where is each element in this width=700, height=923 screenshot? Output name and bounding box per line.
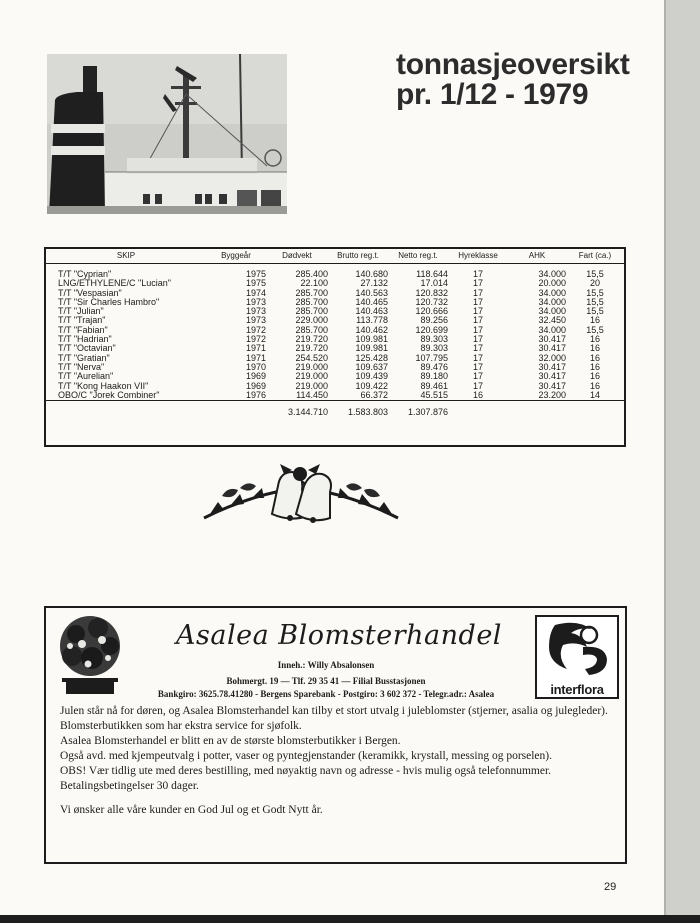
gross-reg-cell: 66.372 bbox=[360, 389, 388, 400]
speed-cell: 16 bbox=[589, 371, 600, 382]
header-built: Byggeår bbox=[206, 249, 266, 264]
built-year-cell: 1972 bbox=[245, 334, 266, 345]
total-net-reg: 1.307.876 bbox=[388, 401, 448, 439]
ship-name-cell: T/T "Julian" bbox=[58, 306, 104, 317]
ship-name-cell: LNG/ETHYLENE/C "Lucian" bbox=[58, 278, 171, 289]
speed-cell: 16 bbox=[589, 334, 600, 345]
ahk-cell: 32.000 bbox=[538, 352, 566, 363]
ship-name-cell: T/T "Aurelian" bbox=[58, 371, 114, 382]
net-reg-cell: 89.180 bbox=[420, 371, 448, 382]
built-year-cell: 1975 bbox=[245, 278, 266, 289]
gross-reg-cell: 140.462 bbox=[355, 324, 388, 335]
deadweight-cell: 285.700 bbox=[295, 287, 328, 298]
built-year-cell: 1972 bbox=[245, 324, 266, 335]
shop-name-logotype: Asalea Blomsterhandel bbox=[176, 620, 502, 651]
header-ship: SKIP bbox=[46, 249, 206, 264]
deadweight-cell: 254.520 bbox=[295, 352, 328, 363]
wage-class-cell: 17 bbox=[472, 306, 483, 317]
net-reg-cell: 89.303 bbox=[420, 343, 448, 354]
table-row bbox=[46, 326, 624, 335]
built-year-cell: 1973 bbox=[245, 296, 266, 307]
gross-reg-cell: 140.563 bbox=[355, 287, 388, 298]
speed-cell: 16 bbox=[589, 361, 600, 372]
wage-class-cell: 17 bbox=[472, 361, 483, 372]
table-row bbox=[46, 279, 624, 288]
net-reg-cell: 89.303 bbox=[420, 334, 448, 345]
wage-class-cell: 17 bbox=[472, 278, 483, 289]
gross-reg-cell: 109.422 bbox=[355, 380, 388, 391]
tonnage-table bbox=[44, 247, 626, 447]
ahk-cell: 34.000 bbox=[538, 296, 566, 307]
built-year-cell: 1975 bbox=[245, 269, 266, 279]
ahk-cell: 34.000 bbox=[538, 324, 566, 335]
interflora-mercury-icon bbox=[537, 617, 617, 679]
gross-reg-cell: 27.132 bbox=[360, 278, 388, 289]
built-year-cell: 1969 bbox=[245, 371, 266, 382]
ahk-cell: 23.200 bbox=[538, 389, 566, 400]
net-reg-cell: 89.461 bbox=[420, 380, 448, 391]
deadweight-cell: 285.700 bbox=[295, 324, 328, 335]
ship-name-cell: T/T "Trajan" bbox=[58, 315, 106, 326]
deadweight-cell: 285.400 bbox=[295, 269, 328, 279]
built-year-cell: 1974 bbox=[245, 287, 266, 298]
ahk-cell: 30.417 bbox=[538, 343, 566, 354]
ad-greeting: Vi ønsker alle våre kunder en God Jul og et Godt Nytt år. bbox=[60, 804, 323, 816]
table-header-row bbox=[46, 249, 624, 264]
gross-reg-cell: 109.981 bbox=[355, 334, 388, 345]
gross-reg-cell: 125.428 bbox=[355, 352, 388, 363]
net-reg-cell: 45.515 bbox=[420, 389, 448, 400]
built-year-cell: 1976 bbox=[245, 389, 266, 400]
ahk-cell: 32.450 bbox=[538, 315, 566, 326]
wage-class-cell: 17 bbox=[472, 371, 483, 382]
ahk-cell: 34.000 bbox=[538, 287, 566, 298]
wage-class-cell: 16 bbox=[472, 389, 483, 400]
deadweight-cell: 219.000 bbox=[295, 371, 328, 382]
interflora-label: interflora bbox=[550, 682, 604, 697]
net-reg-cell: 89.476 bbox=[420, 361, 448, 372]
speed-cell: 15,5 bbox=[586, 324, 604, 335]
net-reg-cell: 107.795 bbox=[415, 352, 448, 363]
ahk-cell: 30.417 bbox=[538, 361, 566, 372]
ship-name-cell: T/T "Hadrian" bbox=[58, 334, 112, 345]
speed-cell: 20 bbox=[589, 278, 600, 289]
ahk-cell: 30.417 bbox=[538, 371, 566, 382]
ahk-cell: 20.000 bbox=[538, 278, 566, 289]
owner-line: Inneh.: Willy Absalonsen bbox=[277, 660, 375, 670]
table-row bbox=[46, 307, 624, 316]
gross-reg-cell: 113.778 bbox=[356, 315, 388, 326]
speed-cell: 15,5 bbox=[586, 287, 604, 298]
header-speed: Fart (ca.) bbox=[566, 249, 624, 264]
deadweight-cell: 219.000 bbox=[295, 361, 328, 372]
built-year-cell: 1973 bbox=[245, 306, 266, 317]
speed-cell: 15,5 bbox=[586, 269, 604, 279]
table-body bbox=[46, 264, 624, 401]
deadweight-cell: 229.000 bbox=[295, 315, 328, 326]
deadweight-cell: 114.450 bbox=[296, 389, 328, 400]
page-title bbox=[396, 50, 630, 110]
speed-cell: 16 bbox=[589, 315, 600, 326]
title-line-2: pr. 1/12 - 1979 bbox=[396, 78, 589, 111]
ship-name-cell: OBO/C "Jorek Combiner" bbox=[58, 389, 160, 400]
ship-name-cell: T/T "Kong Haakon VII" bbox=[58, 380, 149, 391]
wage-class-cell: 17 bbox=[472, 380, 483, 391]
wage-class-cell: 17 bbox=[472, 334, 483, 345]
florist-advertisement bbox=[44, 606, 627, 864]
table-row bbox=[46, 391, 624, 401]
net-reg-cell: 120.732 bbox=[415, 296, 448, 307]
page-number: 29 bbox=[604, 881, 617, 893]
speed-cell: 14 bbox=[589, 389, 600, 400]
wage-class-cell: 17 bbox=[472, 287, 483, 298]
ahk-cell: 34.000 bbox=[538, 269, 566, 279]
ship-name-cell: T/T "Fabian" bbox=[58, 324, 108, 335]
table-row bbox=[46, 335, 624, 344]
deadweight-cell: 285.700 bbox=[295, 296, 328, 307]
ad-body-text bbox=[60, 704, 618, 818]
gross-reg-cell: 140.680 bbox=[355, 269, 388, 279]
gross-reg-cell: 109.637 bbox=[355, 361, 388, 372]
speed-cell: 15,5 bbox=[586, 306, 604, 317]
ship-name-cell: T/T "Vespasian" bbox=[58, 287, 122, 298]
table-row bbox=[46, 264, 624, 280]
page-bottom-edge bbox=[0, 915, 700, 923]
ship-photo bbox=[47, 54, 287, 214]
ad-paragraph: OBS! Vær tidlig ute med deres bestilling, med nøyaktig navn og adresse - hvis mulig også telefonnummer. bbox=[60, 765, 552, 777]
gross-reg-cell: 140.463 bbox=[355, 306, 388, 317]
ahk-cell: 30.417 bbox=[538, 380, 566, 391]
title-line-1: tonnasjeoversikt bbox=[396, 48, 630, 81]
table-row bbox=[46, 344, 624, 353]
header-wage-class: Hyreklasse bbox=[448, 249, 508, 264]
net-reg-cell: 89.256 bbox=[420, 315, 448, 326]
page-edge-shadow bbox=[664, 0, 700, 923]
total-deadweight: 3.144.710 bbox=[266, 401, 328, 439]
deadweight-cell: 219.000 bbox=[295, 380, 328, 391]
net-reg-cell: 120.832 bbox=[415, 287, 448, 298]
ahk-cell: 30.417 bbox=[538, 334, 566, 345]
table-row bbox=[46, 363, 624, 372]
interflora-logo bbox=[535, 615, 619, 699]
net-reg-cell: 118.644 bbox=[416, 269, 448, 279]
ad-paragraph: Julen står nå for døren, og Asalea Blomsterhandel kan tilby et stort utvalg i juleblomster (stjerner, asalia og julegleder). bbox=[60, 705, 608, 717]
ahk-cell: 34.000 bbox=[538, 306, 566, 317]
totals-row bbox=[46, 401, 624, 439]
deadweight-cell: 219.720 bbox=[295, 343, 328, 354]
ad-paragraph: Betalingsbetingelser 30 dager. bbox=[60, 780, 199, 792]
built-year-cell: 1971 bbox=[245, 343, 266, 354]
speed-cell: 15,5 bbox=[586, 296, 604, 307]
gross-reg-cell: 109.981 bbox=[355, 343, 388, 354]
built-year-cell: 1970 bbox=[245, 361, 266, 372]
total-gross-reg: 1.583.803 bbox=[328, 401, 388, 439]
ship-name-cell: T/T "Sir Charles Hambro" bbox=[58, 296, 160, 307]
wage-class-cell: 17 bbox=[472, 269, 483, 279]
built-year-cell: 1969 bbox=[245, 380, 266, 391]
header-gross-reg: Brutto reg.t. bbox=[328, 249, 388, 264]
address-line: Bohmergt. 19 — Tlf. 29 35 41 — Filial Busstasjonen bbox=[226, 676, 426, 686]
speed-cell: 16 bbox=[589, 380, 600, 391]
header-ahk: AHK bbox=[508, 249, 566, 264]
christmas-bells-icon bbox=[200, 462, 402, 526]
built-year-cell: 1973 bbox=[245, 315, 266, 326]
gross-reg-cell: 109.439 bbox=[355, 371, 388, 382]
speed-cell: 16 bbox=[589, 343, 600, 354]
built-year-cell: 1971 bbox=[245, 352, 266, 363]
table-row bbox=[46, 354, 624, 363]
wage-class-cell: 17 bbox=[472, 352, 483, 363]
table-row bbox=[46, 298, 624, 307]
ship-name-cell: T/T "Gratian" bbox=[58, 352, 110, 363]
wage-class-cell: 17 bbox=[472, 324, 483, 335]
ad-paragraph: Asalea Blomsterhandel er blitt en av de største blomsterbutikker i Bergen. bbox=[60, 735, 401, 747]
header-net-reg: Netto reg.t. bbox=[388, 249, 448, 264]
wage-class-cell: 17 bbox=[472, 343, 483, 354]
ship-name-cell: T/T "Nerva" bbox=[58, 361, 105, 372]
ad-paragraph: Blomsterbutikken som har ekstra service for sjøfolk. bbox=[60, 720, 302, 732]
gross-reg-cell: 140.465 bbox=[355, 296, 388, 307]
ad-paragraph: Også avd. med kjempeutvalg i potter, vaser og pyntegjenstander (keramikk, krystall, messing og porselen). bbox=[60, 750, 552, 762]
header-deadweight: Dødvekt bbox=[266, 249, 328, 264]
deadweight-cell: 219.720 bbox=[295, 334, 328, 345]
wage-class-cell: 17 bbox=[472, 296, 483, 307]
net-reg-cell: 17.014 bbox=[420, 278, 448, 289]
net-reg-cell: 120.666 bbox=[415, 306, 448, 317]
wage-class-cell: 17 bbox=[472, 315, 483, 326]
deadweight-cell: 22.100 bbox=[300, 278, 328, 289]
table-row bbox=[46, 316, 624, 325]
ship-name-cell: T/T "Octavian" bbox=[58, 343, 116, 354]
net-reg-cell: 120.699 bbox=[415, 324, 448, 335]
bank-line: Bankgiro: 3625.78.41280 - Bergens Sparebank - Postgiro: 3 602 372 - Telegr.adr.: Asalea bbox=[157, 689, 495, 699]
speed-cell: 16 bbox=[589, 352, 600, 363]
ship-name-cell: T/T "Cyprian" bbox=[58, 269, 112, 279]
deadweight-cell: 285.700 bbox=[295, 306, 328, 317]
